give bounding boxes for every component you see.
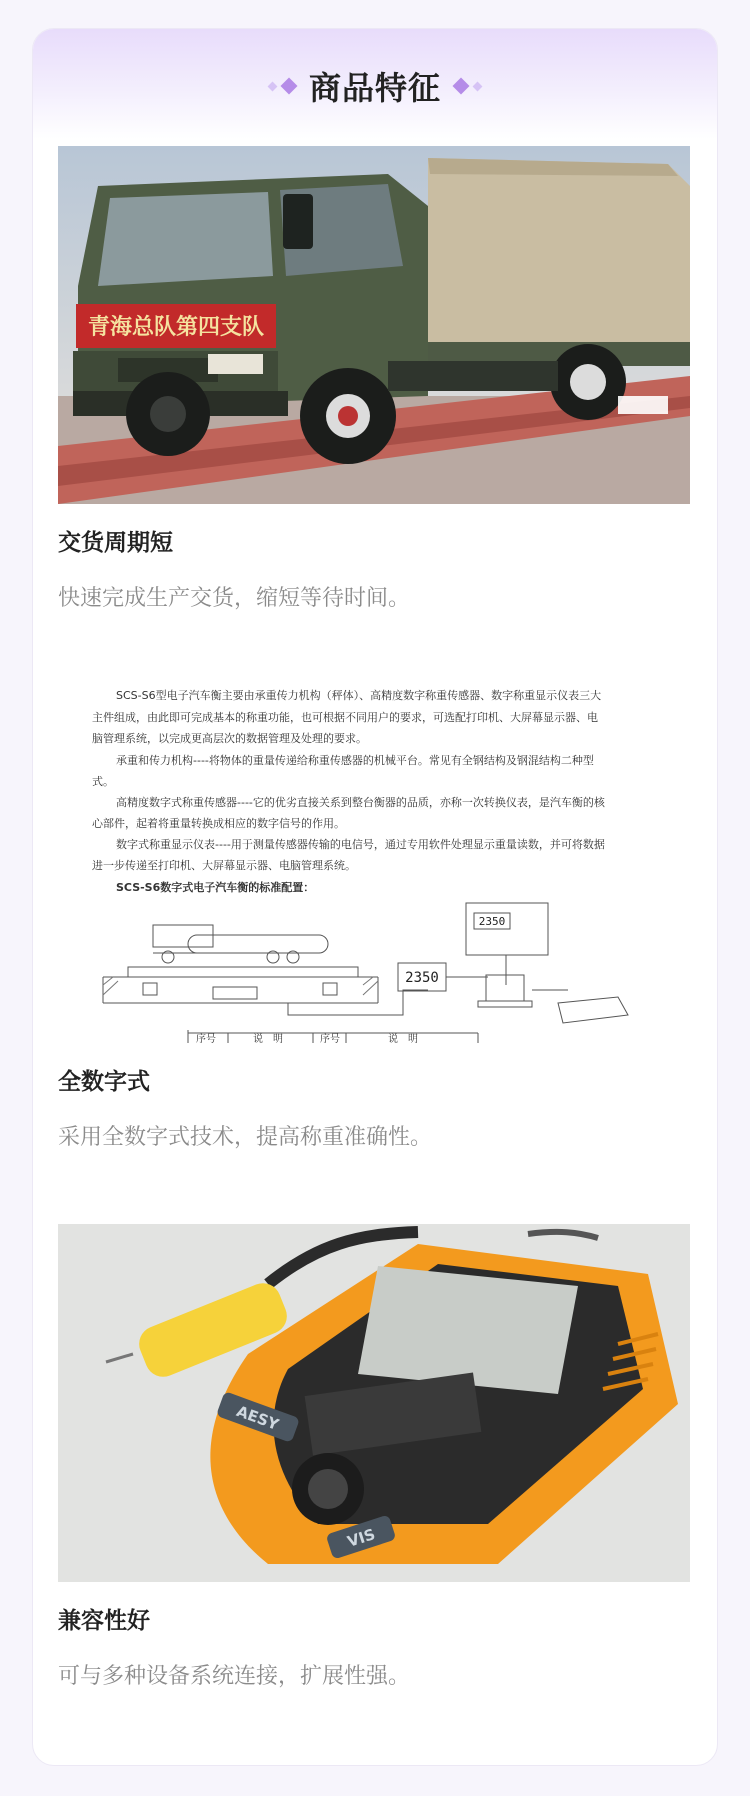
feature-1-desc: 快速完成生产交货，缩短等待时间。 <box>58 586 411 611</box>
feature-3-title: 兼容性好 <box>58 1608 150 1634</box>
doc-line-2: 主件组成，由此即可完成基本的称重功能，也可根据不同用户的要求，可选配打印机、大屏幕显示器、电 <box>92 711 598 724</box>
truck-image <box>58 146 690 504</box>
feature-section-3 <box>58 1224 690 1689</box>
feature-2-title: 全数字式 <box>58 1069 150 1095</box>
device-button-right-label: VIS <box>345 1525 378 1551</box>
table-header-4: 说 明 <box>388 1034 418 1043</box>
right-decoration-icon <box>455 80 481 92</box>
doc-line-10: SCS-S6数字式电子汽车衡的标准配置： <box>116 881 315 894</box>
doc-line-3: 脑管理系统，以完成更高层次的数据管理及处理的要求。 <box>92 732 367 745</box>
feature-3-desc: 可与多种设备系统连接，扩展性强。 <box>58 1664 411 1689</box>
page-title: 商品特征 <box>308 69 441 107</box>
scale-config-document-image <box>58 685 690 1043</box>
feature-section-2 <box>58 685 690 1150</box>
feature-section-1 <box>58 146 690 611</box>
display-readout-1: 2350 <box>405 970 439 986</box>
doc-line-7: 心部件，起着将重量转换成相应的数字信号的作用。 <box>92 817 345 830</box>
truck-banner-text: 青海总队第四支队 <box>87 315 265 340</box>
doc-line-9: 进一步传递至打印机、大屏幕显示器、电脑管理系统。 <box>92 859 356 872</box>
card-header <box>33 29 717 139</box>
left-decoration-icon <box>269 80 295 92</box>
feature-1-title: 交货周期短 <box>58 530 173 556</box>
doc-line-4: 承重和传力机构----将物体的重量传递给称重传感器的机械平台。常见有全钢结构及钢混结构二种型 <box>116 754 594 767</box>
table-header-2: 说 明 <box>253 1034 283 1043</box>
title-row <box>33 63 717 109</box>
feature-2-desc: 采用全数字式技术，提高称重准确性。 <box>58 1125 433 1150</box>
doc-line-5: 式。 <box>92 775 114 788</box>
doc-line-6: 高精度数字式称重传感器----它的优劣直接关系到整台衡器的品质，亦称一次转换仪表，是汽车衡的核 <box>116 796 605 809</box>
doc-line-8: 数字式称重显示仪表----用于测量传感器传输的电信号，通过专用软件处理显示重量读数，并可将数据 <box>116 838 605 851</box>
device-button-left-label: AESY <box>234 1402 282 1434</box>
product-features-card <box>32 28 718 1766</box>
doc-line-1: SCS-S6型电子汽车衡主要由承重传力机构（秤体）、高精度数字称重传感器、数字称重显示仪表三大 <box>116 689 602 702</box>
table-header-1: 序号 <box>196 1034 216 1043</box>
display-readout-2: 2350 <box>478 915 506 928</box>
handheld-device-image <box>58 1224 690 1582</box>
table-header-3: 序号 <box>320 1034 340 1043</box>
